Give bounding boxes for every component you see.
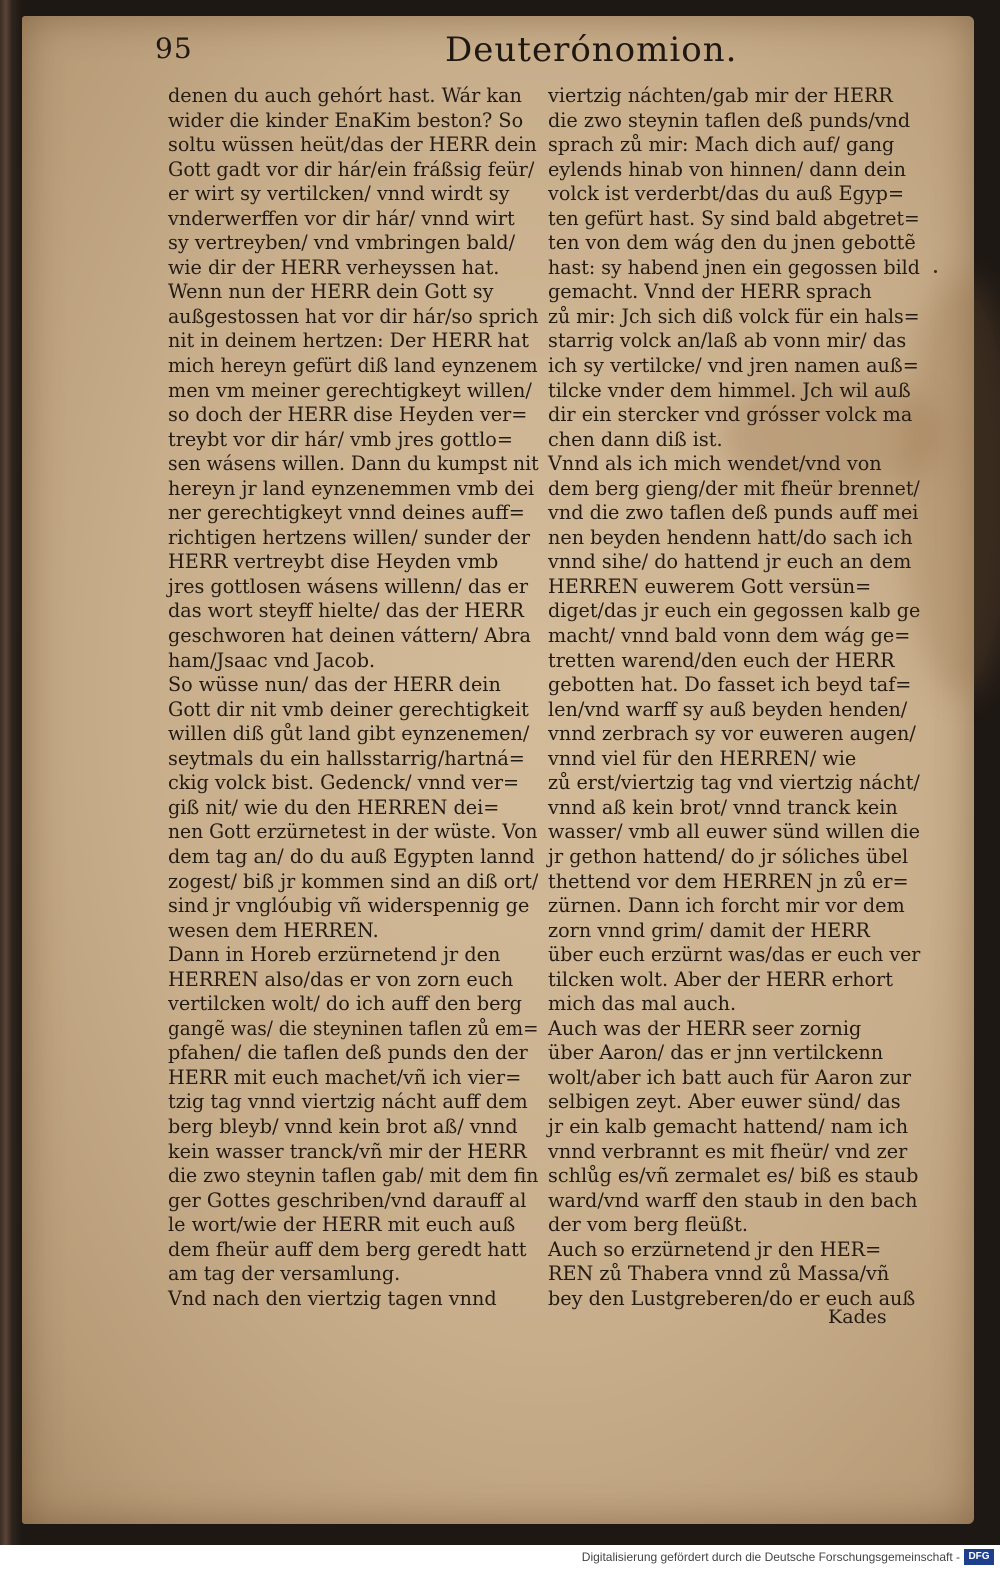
text-line: starrig volck an/laß ab vonn mir/ das	[548, 329, 907, 353]
text-line: eylends hinab von hinnen/ dann dein	[548, 157, 906, 181]
text-column-left	[168, 84, 538, 1311]
text-line: gemacht. Vnnd der HERR sprach	[548, 280, 872, 304]
text-line: thettend vor dem HERREN jn zů er=	[548, 869, 909, 893]
text-line: ich sy vertilcke/ vnd jren namen auß=	[548, 354, 919, 378]
text-line: tilcke vnder dem himmel. Jch wil auß	[548, 378, 911, 402]
text-column-right	[548, 84, 920, 1311]
text-line: berg bleyb/ vnnd kein brot aß/ vnnd	[168, 1114, 518, 1138]
text-line: HERR mit euch machet/vñ ich vier=	[168, 1065, 522, 1089]
text-line: kein wasser tranck/vñ mir der HERR	[168, 1139, 527, 1163]
text-line: Auch so erzürnetend jr den HER=	[548, 1237, 882, 1261]
text-line: zürnen. Dann ich forcht mir vor dem	[548, 894, 905, 918]
text-line: ten gefürt hast. Sy sind bald abgetret=	[548, 206, 920, 230]
text-line: vnnd zerbrach sy vor euweren augen/	[548, 722, 916, 746]
text-line: sind jr vnglóubig vñ widerspennig ge	[168, 894, 530, 918]
text-line: mich das mal auch.	[548, 992, 737, 1016]
text-line: jr ein kalb gemacht hattend/ nam ich	[548, 1114, 909, 1138]
text-line: len/vnd warff sy auß beyden henden/	[548, 697, 908, 721]
text-line: treybt vor dir hár/ vmb jres gottlo=	[168, 427, 513, 451]
text-line: zů mir: Jch sich diß volck für ein hals=	[548, 304, 920, 328]
text-line: viertzig náchten/gab mir der HERR	[548, 84, 893, 107]
text-line: dir ein stercker vnd grósser volck ma	[548, 403, 913, 427]
text-line: HERREN euwerem Gott versün=	[548, 574, 872, 598]
text-line: Vnnd als ich mich wendet/vnd von	[548, 452, 882, 476]
text-line: willen diß gůt land gibt eynzenemen/	[168, 722, 530, 746]
text-line: vnnd aß kein brot/ vnnd tranck kein	[548, 795, 898, 819]
text-line: wesen dem HERREN.	[168, 918, 379, 942]
text-line: sen wásens willen. Dann du kumpst nit	[168, 452, 539, 476]
text-line: jres gottlosen wásens willenn/ das er	[168, 574, 529, 598]
text-line: ten von dem wág den du jnen gebottẽ	[548, 231, 916, 255]
text-line: mich hereyn gefürt diß land eynzenem	[168, 354, 538, 378]
page-header	[155, 32, 925, 76]
page-number: 95	[155, 32, 193, 65]
text-line: giß nit/ wie du den HERREN dei=	[168, 795, 500, 819]
text-line: tretten warend/den euch der HERR	[548, 648, 895, 672]
text-line: ger Gottes geschriben/vnd darauff al	[168, 1188, 527, 1212]
text-line: gangẽ was/ die steyninen taflen zů em=	[168, 1016, 539, 1040]
text-line: geschworen hat deinen váttern/ Abra	[168, 624, 531, 648]
text-line: pfahen/ die taflen deß punds den der	[168, 1041, 528, 1065]
text-line: zů erst/viertzig tag vnd viertzig nácht/	[548, 771, 920, 795]
text-line: er wirt sy vertilcken/ vnnd wirdt sy	[168, 182, 510, 206]
text-line: der vom berg fleüßt.	[548, 1213, 748, 1237]
text-line: die zwo steynin taflen deß punds/vnd	[548, 108, 911, 132]
text-line: bey den Lustgreberen/do er euch auß	[548, 1286, 916, 1310]
text-line: hast: sy habend jnen ein gegossen bild	[548, 255, 920, 279]
text-line: seytmals du ein hallsstarrig/hartná=	[168, 746, 525, 770]
text-line: REN zů Thabera vnnd zů Massa/vñ	[548, 1262, 890, 1286]
text-line: Auch was der HERR seer zornig	[548, 1016, 862, 1040]
text-line: wasser/ vmb all euwer sünd willen die	[548, 820, 921, 844]
text-line: vnnd viel für den HERREN/ wie	[548, 746, 857, 770]
text-line: zorn vnnd grim/ damit der HERR	[548, 918, 870, 942]
running-title: Deuterónomion.	[445, 30, 738, 70]
text-line: wider die kinder EnaKim beston? So	[168, 108, 524, 132]
text-line: sy vertreyben/ vnd vmbringen bald/	[168, 231, 516, 255]
text-line: HERREN also/das er von zorn euch	[168, 967, 514, 991]
footer-credit: Digitalisierung gefördert durch die Deutsche Forschungsgemeinschaft -	[581, 1550, 960, 1564]
text-line: ward/vnd warff den staub in den bach	[548, 1188, 918, 1212]
text-line: ner gerechtigkeyt vnnd deines auff=	[168, 501, 525, 525]
text-line: tilcken wolt. Aber der HERR erhort	[548, 967, 893, 991]
text-line: dem fheür auff dem berg geredt hatt	[168, 1237, 527, 1261]
text-line: ckig volck bist. Gedenck/ vnnd ver=	[168, 771, 520, 795]
text-line: nen beyden hendenn hatt/do sach ich	[548, 525, 913, 549]
text-line: hereyn jr land eynzenemmen vmb dei	[168, 476, 535, 500]
text-line: gebotten hat. Do fasset ich beyd taf=	[548, 673, 912, 697]
text-line: men vm meiner gerechtigkeyt willen/	[168, 378, 532, 402]
text-line: ham/Jsaac vnd Jacob.	[168, 648, 376, 672]
text-line: das wort steyff hielte/ das der HERR	[168, 599, 524, 623]
text-line: chen dann diß ist.	[548, 427, 723, 451]
text-line: tzig tag vnnd viertzig nácht auff dem	[168, 1090, 528, 1114]
text-line: sprach zů mir: Mach dich auf/ gang	[548, 133, 895, 157]
text-line: jr gethon hattend/ do jr sóliches übel	[548, 844, 909, 868]
text-line: richtigen hertzens willen/ sunder der	[168, 525, 531, 549]
text-line: le wort/wie der HERR mit euch auß	[168, 1213, 516, 1237]
text-line: nit in deinem hertzen: Der HERR hat	[168, 329, 529, 353]
text-line: zogest/ biß jr kommen sind an diß ort/	[168, 869, 539, 893]
text-line: diget/das jr euch ein gegossen kalb ge	[548, 599, 921, 623]
text-line: Vnd nach den viertzig tagen vnnd	[168, 1286, 497, 1310]
text-line: vnd die zwo taflen deß punds auff mei	[548, 501, 919, 525]
text-line: Dann in Horeb erzürnetend jr den	[168, 943, 501, 967]
text-line: volck ist verderbt/das du auß Egyp=	[548, 182, 905, 206]
text-line: vertilcken wolt/ do ich auff den berg	[168, 992, 522, 1016]
text-line: außgestossen hat vor dir hár/so sprich	[168, 304, 539, 328]
text-line: dem berg gieng/der mit fheür brennet/	[548, 476, 920, 500]
text-line: HERR vertreybt dise Heyden vmb	[168, 550, 499, 574]
text-line: dem tag an/ do du auß Egypten lannd	[168, 844, 535, 868]
text-line: vnnd sihe/ do hattend jr euch an dem	[548, 550, 912, 574]
text-line: soltu wüssen heüt/das der HERR dein	[168, 133, 537, 157]
text-line: vnderwerffen vor dir hár/ vnnd wirt	[168, 206, 515, 230]
text-line: nen Gott erzürnetest in der wüste. Von	[168, 820, 538, 844]
text-line: am tag der versamlung.	[168, 1262, 401, 1286]
text-line: selbigen zeyt. Aber euwer sünd/ das	[548, 1090, 901, 1114]
text-line: so doch der HERR dise Heyden ver=	[168, 403, 528, 427]
text-line: denen du auch gehórt hast. Wár kan	[168, 84, 522, 107]
text-line: vnnd verbrannt es mit fheür/ vnd zer	[548, 1139, 908, 1163]
text-line: schlůg es/vñ zermalet es/ biß es staub	[548, 1164, 919, 1188]
text-line: die zwo steynin taflen gab/ mit dem fin	[168, 1164, 539, 1188]
margin-mark	[934, 270, 937, 273]
text-line: wolt/aber ich batt auch für Aaron zur	[548, 1065, 912, 1089]
text-line: Gott gadt vor dir hár/ein fráßsig feür/	[168, 157, 535, 181]
text-line: So wüsse nun/ das der HERR dein	[168, 673, 501, 697]
text-line: über Aaron/ das er jnn vertilckenn	[548, 1041, 884, 1065]
dfg-logo-icon: DFG	[964, 1549, 994, 1565]
digitization-footer	[0, 1545, 1000, 1571]
catchword: Kades	[828, 1306, 887, 1328]
text-line: Gott dir nit vmb deiner gerechtigkeit	[168, 697, 529, 721]
text-line: wie dir der HERR verheyssen hat.	[168, 255, 500, 279]
text-line: Wenn nun der HERR dein Gott sy	[168, 280, 494, 304]
text-line: über euch erzürnt was/das er euch ver	[548, 943, 921, 967]
text-line: macht/ vnnd bald vonn dem wág ge=	[548, 624, 911, 648]
